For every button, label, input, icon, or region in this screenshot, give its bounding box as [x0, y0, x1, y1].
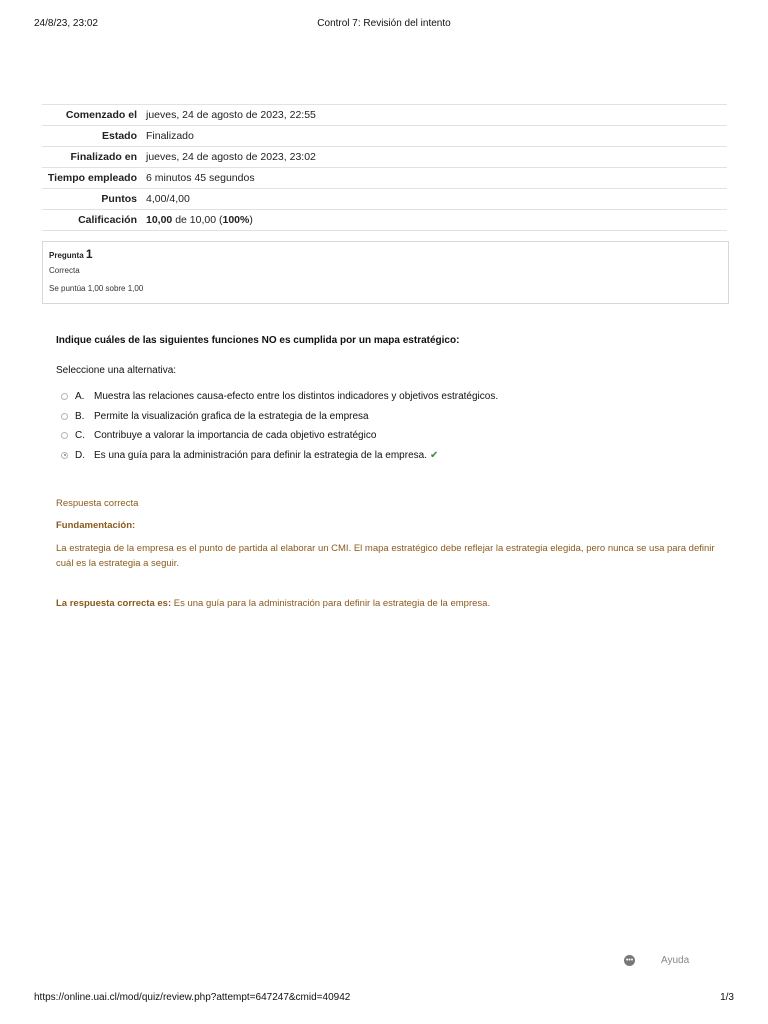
- summary-row-points: [42, 189, 727, 210]
- answer-letter: C.: [75, 430, 85, 442]
- summary-value: jueves, 24 de agosto de 2023, 23:02: [141, 147, 727, 168]
- feedback-block: [56, 497, 716, 571]
- question-state: Correcta: [49, 266, 80, 275]
- answer-letter: A.: [75, 391, 85, 403]
- summary-label: Finalizado en: [42, 147, 141, 168]
- right-answer: [56, 598, 490, 609]
- answer-option-a[interactable]: [61, 387, 711, 407]
- question-label: Pregunta: [49, 251, 84, 260]
- answer-prompt: Seleccione una alternativa:: [56, 365, 177, 376]
- feedback-result: Respuesta correcta: [56, 498, 139, 509]
- feedback-body: La estrategia de la empresa es el punto de partida al elaborar un CMI. El mapa estratégico debe reflejar la estrategia elegida, pero nunca se usa para definir cuál es la estrategia a seguir.: [56, 543, 715, 569]
- chat-bubble-icon: •••: [625, 957, 634, 964]
- radio-button-selected[interactable]: [61, 452, 68, 459]
- right-answer-label: La respuesta correcta es:: [56, 598, 172, 609]
- answer-option-b[interactable]: [61, 407, 711, 427]
- answer-option-d[interactable]: [61, 446, 711, 466]
- grade-score: 10,00: [146, 214, 173, 226]
- radio-button[interactable]: [61, 413, 68, 420]
- answer-option-c[interactable]: [61, 426, 711, 446]
- summary-value: Finalizado: [141, 126, 727, 147]
- summary-row-state: [42, 126, 727, 147]
- grade-percent: 100%: [222, 214, 250, 226]
- answer-text: Es una guía para la administración para definir la estrategia de la empresa.: [94, 449, 427, 461]
- summary-label: Tiempo empleado: [42, 168, 141, 189]
- summary-value: 6 minutos 45 segundos: [141, 168, 727, 189]
- summary-label: Puntos: [42, 189, 141, 210]
- summary-value: jueves, 24 de agosto de 2023, 22:55: [141, 105, 727, 126]
- summary-label: Comenzado el: [42, 105, 141, 126]
- grade-of: de 10,00 (: [172, 214, 223, 226]
- print-title: Control 7: Revisión del intento: [317, 18, 451, 29]
- radio-button[interactable]: [61, 393, 68, 400]
- print-url: https://online.uai.cl/mod/quiz/review.php?attempt=647247&cmid=40942: [34, 992, 351, 1003]
- summary-row-started: [42, 105, 727, 126]
- print-page-number: 1/3: [720, 992, 734, 1003]
- attempt-summary-table: [42, 104, 727, 231]
- grade-value: [141, 210, 727, 231]
- grade-close: ): [249, 214, 253, 226]
- print-header: [34, 18, 734, 32]
- summary-value: 4,00/4,00: [141, 189, 727, 210]
- feedback-heading: Fundamentación:: [56, 520, 136, 531]
- question-info-box: [42, 241, 729, 304]
- radio-button[interactable]: [61, 432, 68, 439]
- answer-list: [61, 387, 711, 465]
- question-text: Indique cuáles de las siguientes funciones NO es cumplida por un mapa estratégico:: [56, 335, 460, 346]
- print-date: 24/8/23, 23:02: [34, 18, 98, 29]
- answer-text: Permite la visualización grafica de la estrategia de la empresa: [94, 410, 369, 422]
- summary-row-finished: [42, 147, 727, 168]
- summary-label: Calificación: [42, 210, 141, 231]
- answer-letter: D.: [75, 449, 85, 461]
- summary-label: Estado: [42, 126, 141, 147]
- right-answer-value: Es una guía para la administración para definir la estrategia de la empresa.: [171, 598, 491, 609]
- question-number-value: 1: [85, 247, 93, 261]
- answer-letter: B.: [75, 410, 85, 422]
- summary-row-grade: [42, 210, 727, 231]
- correct-check-icon: ✔: [429, 449, 439, 461]
- help-link[interactable]: [624, 955, 689, 966]
- question-grade: Se puntúa 1,00 sobre 1,00: [49, 284, 144, 293]
- answer-text: Muestra las relaciones causa-efecto entre los distintos indicadores y objetivos estratégicos.: [94, 391, 499, 403]
- help-label: Ayuda: [661, 955, 690, 966]
- answer-text: Contribuye a valorar la importancia de cada objetivo estratégico: [94, 430, 377, 442]
- print-footer: [34, 992, 734, 1006]
- question-number: [49, 247, 722, 263]
- summary-row-time: [42, 168, 727, 189]
